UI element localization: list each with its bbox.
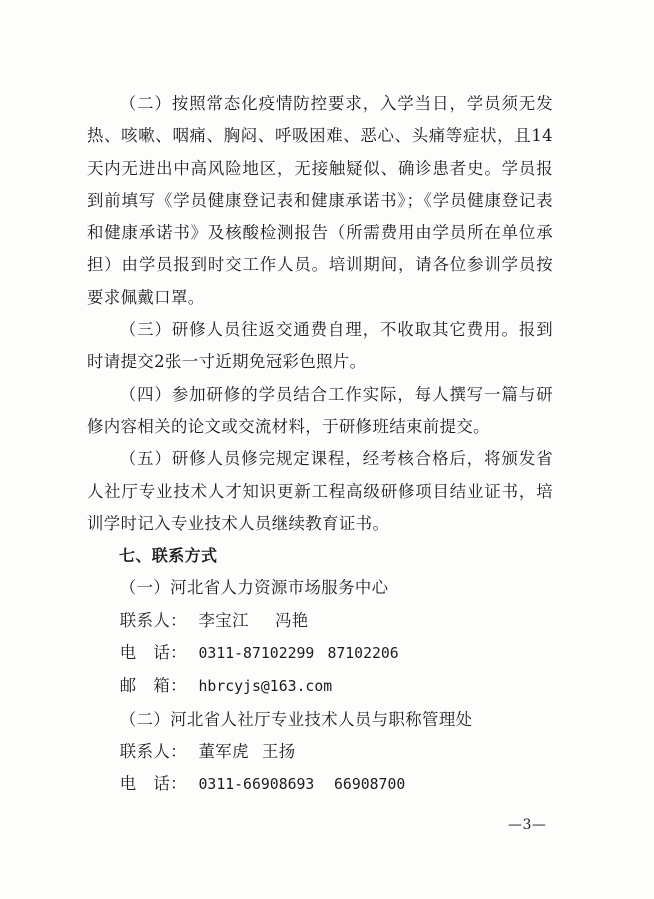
paragraph-paper-submission: （四）参加研修的学员结合工作实际，每人撰写一篇与研修内容相关的论文或交流材料，于研修班结束前提交。 [87,384,553,436]
org1-email-address: hbrcyjs@163.com [198,678,333,696]
org1-phone-1: 0311-87102299 [198,645,315,663]
org2-phone-label: 电 话： [119,774,187,794]
paragraph-certificate: （五）研修人员修完规定课程，经考核合格后，将颁发省人社厅专业技术人才知识更新工程高级研修项目结业证书，培训学时记入专业技术人员继续教育证书。 [87,449,553,533]
org2-contact-person-1: 董军虎 [198,741,249,761]
org2-phone-2: 66908700 [334,776,406,794]
org2-phone-row [87,768,553,801]
org2-contact-row [87,736,553,768]
org1-phone-label: 电 话： [119,643,187,663]
document-body [87,88,553,802]
org1-name: （一）河北省人力资源市场服务中心 [119,578,389,598]
org1-contact-person-1: 李宝江 [198,610,249,630]
org2-contact-label: 联系人： [119,741,187,761]
paragraph-epidemic-prevention: （二）按照常态化疫情防控要求，入学当日，学员须无发热、咳嗽、咽痛、胸闷、呼吸困难、恶心、头痛等症状，且14天内无进出中高风险地区，无接触疑似、确诊患者史。学员报到前填写《学员健康登记表和健康承诺书》；《学员健康登记表和健康承诺书》及核酸检测报告（所需费用由学员所在单位承担）由学员报到时交工作人员。培训期间，请各位参训学员按要求佩戴口罩。 [87,94,553,307]
section-heading-contact: 七、联系方式 [119,546,218,566]
org2-name: （二）河北省人社厅专业技术人员与职称管理处 [119,709,473,729]
paragraph-travel-expenses: （三）研修人员往返交通费自理，不收取其它费用。报到时请提交2张一寸近期免冠彩色照片。 [87,320,553,372]
org1-contact-label: 联系人： [119,610,187,630]
org1-email-label: 邮 箱： [119,676,187,696]
org1-contact-person-2: 冯艳 [275,610,309,630]
page-number: —3— [508,817,547,833]
org1-contact-row [87,605,553,637]
org1-email-row [87,670,553,703]
org1-phone-2: 87102206 [327,645,399,663]
org2-phone-1: 0311-66908693 [198,776,315,794]
org1-phone-row [87,637,553,670]
org2-contact-person-2: 王扬 [262,741,296,761]
